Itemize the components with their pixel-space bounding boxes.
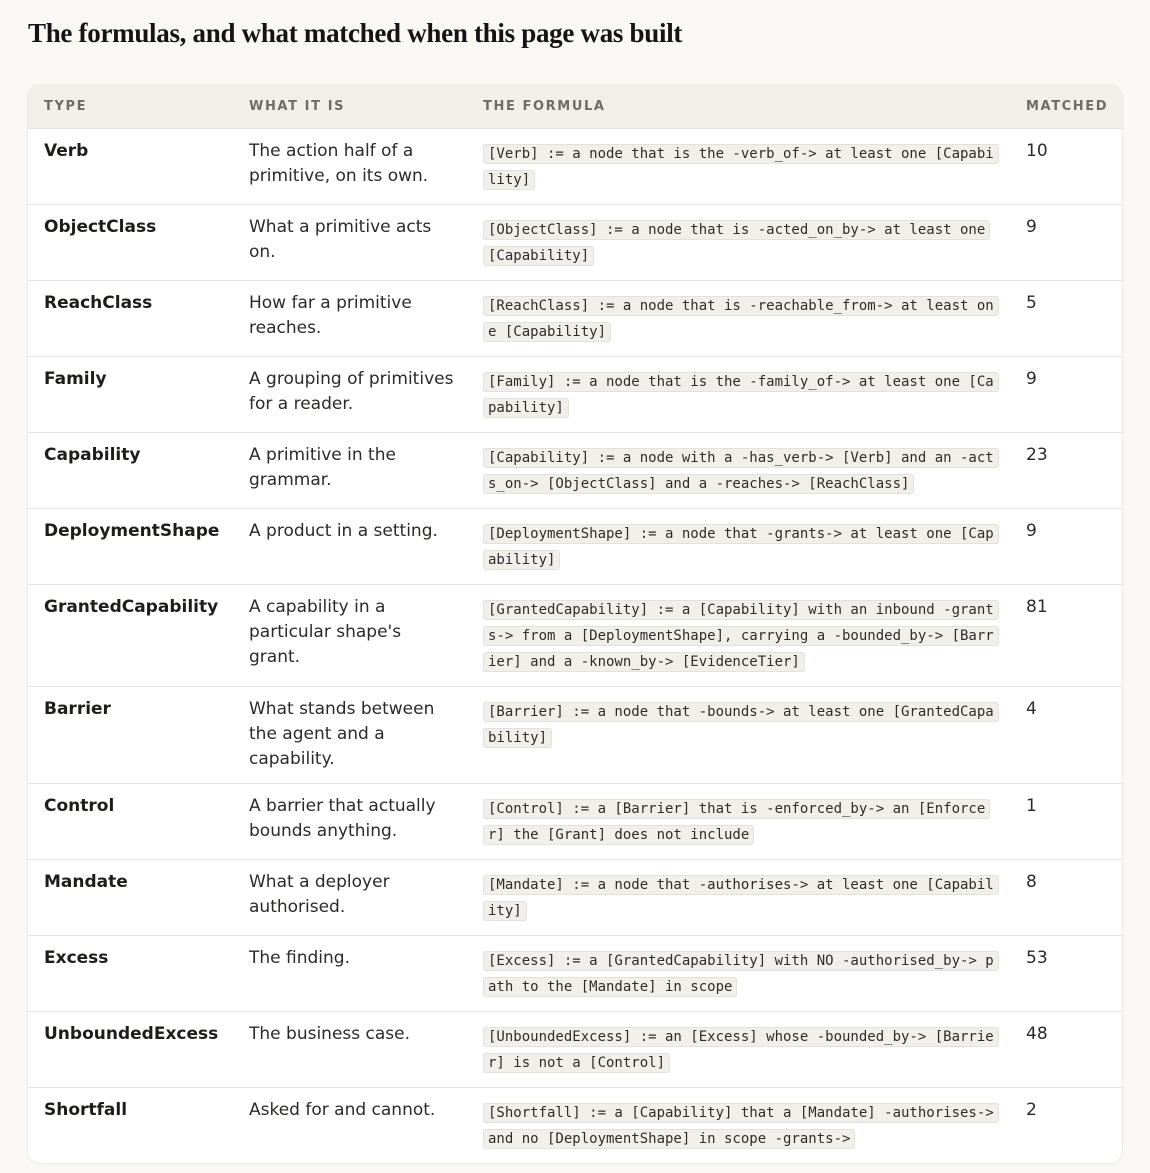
formula-code: [Control] := a [Barrier] that is -enforced_by-> an [Enforcer] the [Grant] does not include [483, 799, 990, 845]
formula-cell [467, 280, 1010, 356]
what-cell: A capability in a particular shape's grant. [233, 584, 467, 686]
type-cell: Barrier [28, 686, 233, 783]
table-row [28, 783, 1122, 859]
what-cell: A grouping of primitives for a reader. [233, 356, 467, 432]
matched-count: 8 [1010, 859, 1122, 935]
formula-cell [467, 508, 1010, 584]
column-header-matched: MATCHED [1026, 98, 1109, 114]
column-header-formula: THE FORMULA [483, 98, 606, 114]
what-cell: A product in a setting. [233, 508, 467, 584]
matched-count: 48 [1010, 1011, 1122, 1087]
formula-code: [Family] := a node that is the -family_of-> at least one [Capability] [483, 372, 999, 418]
table-row [28, 935, 1122, 1011]
formula-cell [467, 686, 1010, 783]
page-title: The formulas, and what matched when this page was built [28, 18, 683, 48]
formula-cell [467, 783, 1010, 859]
type-cell: ObjectClass [28, 204, 233, 280]
matched-count: 2 [1010, 1087, 1122, 1163]
type-cell: UnboundedExcess [28, 1011, 233, 1087]
type-cell: Control [28, 783, 233, 859]
formula-code: [DeploymentShape] := a node that -grants-> at least one [Capability] [483, 524, 999, 570]
what-cell: Asked for and cannot. [233, 1087, 467, 1163]
what-cell: A barrier that actually bounds anything. [233, 783, 467, 859]
formula-code: [Shortfall] := a [Capability] that a [Mandate] -authorises-> and no [DeploymentShape] in scope -grants-> [483, 1103, 999, 1149]
table-row [28, 280, 1122, 356]
type-cell: Capability [28, 432, 233, 508]
type-cell: Verb [28, 128, 233, 204]
matched-count: 81 [1010, 584, 1122, 686]
formula-cell [467, 356, 1010, 432]
formula-cell [467, 935, 1010, 1011]
table-row [28, 128, 1122, 204]
formula-code: [ReachClass] := a node that is -reachable_from-> at least one [Capability] [483, 296, 999, 342]
what-cell: What a deployer authorised. [233, 859, 467, 935]
formula-code: [Mandate] := a node that -authorises-> at least one [Capability] [483, 875, 999, 921]
matched-count: 23 [1010, 432, 1122, 508]
formula-cell [467, 1087, 1010, 1163]
type-cell: Shortfall [28, 1087, 233, 1163]
formula-cell [467, 204, 1010, 280]
table-row [28, 204, 1122, 280]
type-cell: Excess [28, 935, 233, 1011]
what-cell: The finding. [233, 935, 467, 1011]
formula-code: [Capability] := a node with a -has_verb-> [Verb] and an -acts_on-> [ObjectClass] and a -reaches-> [ReachClass] [483, 448, 999, 494]
what-cell: A primitive in the grammar. [233, 432, 467, 508]
type-cell: ReachClass [28, 280, 233, 356]
formula-cell [467, 128, 1010, 204]
table-row [28, 859, 1122, 935]
formula-code: [Verb] := a node that is the -verb_of-> at least one [Capability] [483, 144, 999, 190]
what-cell: The business case. [233, 1011, 467, 1087]
formula-code: [GrantedCapability] := a [Capability] with an inbound -grants-> from a [DeploymentShape], carrying a -bounded_by-> [Barrier] and a -known_by-> [EvidenceTier] [483, 600, 999, 672]
what-cell: The action half of a primitive, on its own. [233, 128, 467, 204]
formula-cell [467, 584, 1010, 686]
matched-count: 9 [1010, 356, 1122, 432]
formula-code: [Barrier] := a node that -bounds-> at least one [GrantedCapability] [483, 702, 999, 748]
table-row [28, 1011, 1122, 1087]
table-row [28, 508, 1122, 584]
matched-count: 1 [1010, 783, 1122, 859]
type-cell: GrantedCapability [28, 584, 233, 686]
formula-code: [ObjectClass] := a node that is -acted_on_by-> at least one [Capability] [483, 220, 990, 266]
formulas-table [28, 85, 1122, 1163]
type-cell: Mandate [28, 859, 233, 935]
table-row [28, 432, 1122, 508]
what-cell: How far a primitive reaches. [233, 280, 467, 356]
type-cell: Family [28, 356, 233, 432]
table-row [28, 356, 1122, 432]
table-row [28, 686, 1122, 783]
table-row [28, 1087, 1122, 1163]
column-header-type: TYPE [44, 98, 88, 114]
type-cell: DeploymentShape [28, 508, 233, 584]
matched-count: 4 [1010, 686, 1122, 783]
formula-cell [467, 859, 1010, 935]
column-header-what: WHAT IT IS [249, 98, 346, 114]
table-row [28, 584, 1122, 686]
formula-cell [467, 432, 1010, 508]
matched-count: 10 [1010, 128, 1122, 204]
formula-code: [UnboundedExcess] := an [Excess] whose -bounded_by-> [Barrier] is not a [Control] [483, 1027, 999, 1073]
table-header [28, 85, 1122, 128]
formula-cell [467, 1011, 1010, 1087]
what-cell: What stands between the agent and a capability. [233, 686, 467, 783]
what-cell: What a primitive acts on. [233, 204, 467, 280]
header-row [28, 85, 1122, 128]
matched-count: 9 [1010, 508, 1122, 584]
matched-count: 53 [1010, 935, 1122, 1011]
formulas-card [28, 85, 1122, 1163]
matched-count: 9 [1010, 204, 1122, 280]
table-body [28, 128, 1122, 1163]
formula-code: [Excess] := a [GrantedCapability] with NO -authorised_by-> path to the [Mandate] in scope [483, 951, 999, 997]
matched-count: 5 [1010, 280, 1122, 356]
